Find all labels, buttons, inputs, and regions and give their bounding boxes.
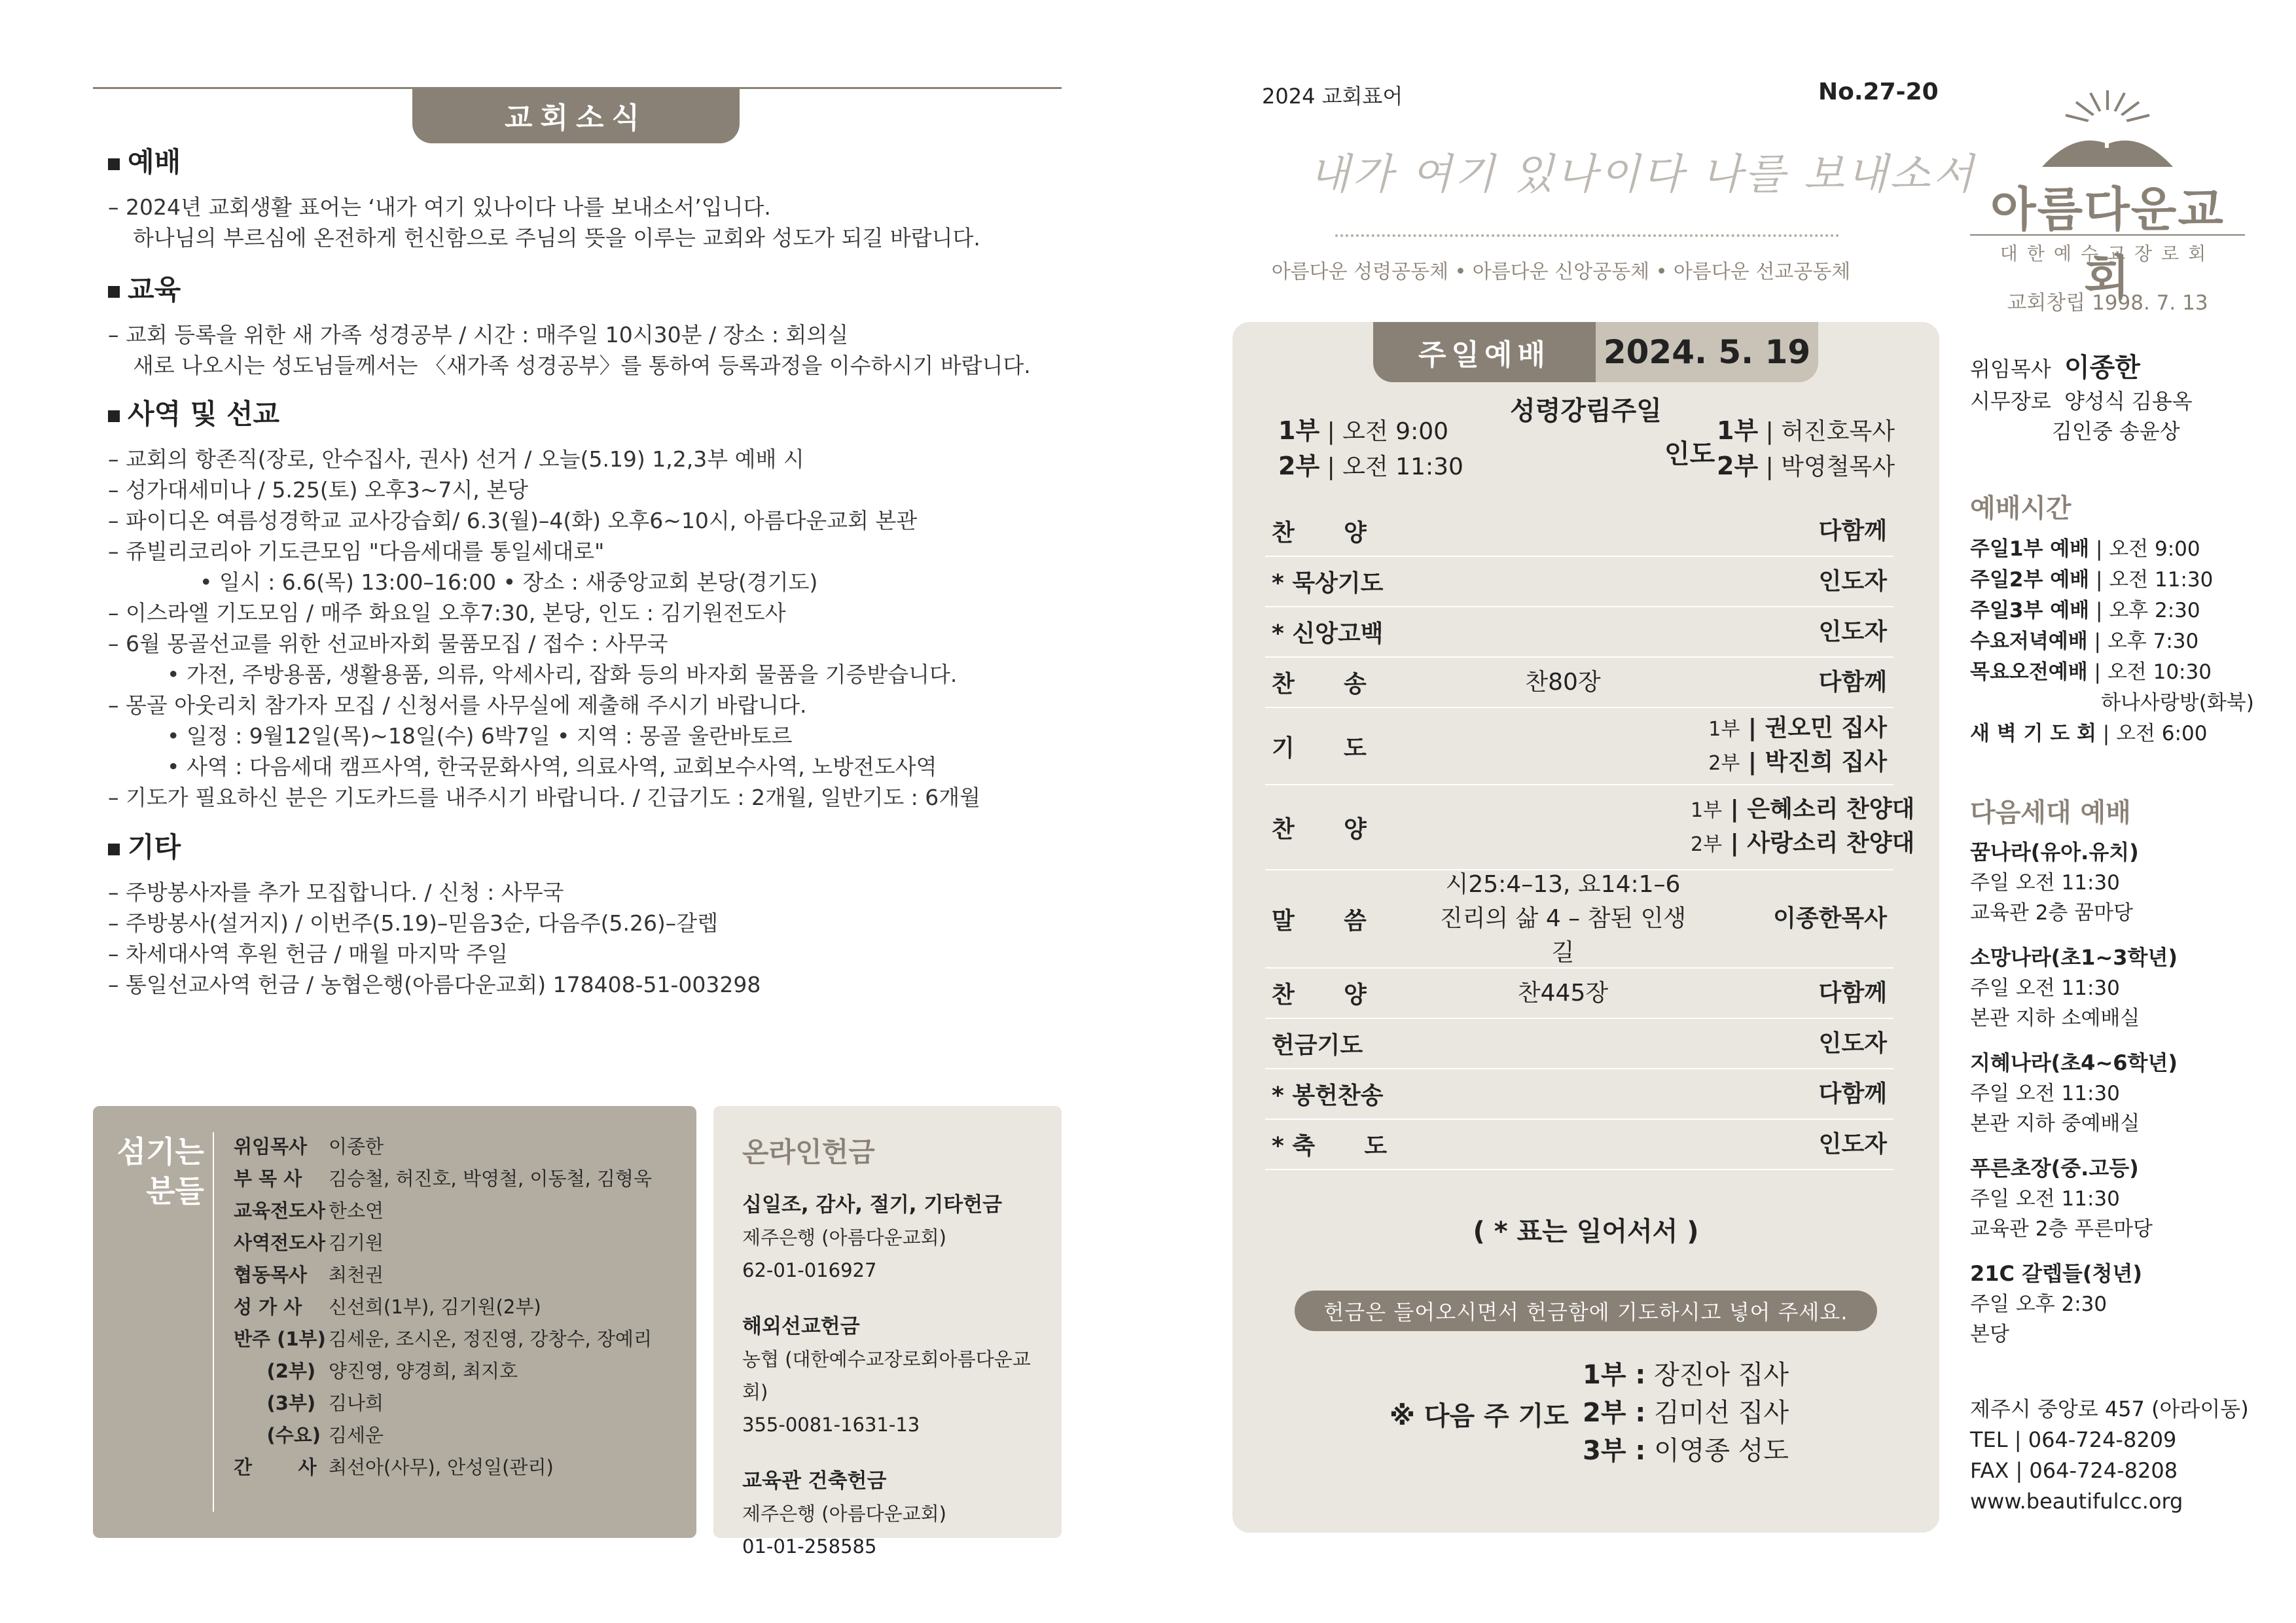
- order-row: 찬 양 찬445장 다함께: [1265, 969, 1893, 1019]
- communities-line: 아름다운 성령공동체 • 아름다운 신앙공동체 • 아름다운 선교공동체: [1271, 260, 1851, 283]
- bullet-square-icon: [108, 410, 120, 422]
- news-line: 새로 나오시는 성도님들께서는 〈새가족 성경공부〉를 통하여 등록과정을 이수하시기 바랍니다.: [133, 353, 1031, 378]
- next-gen-item: 소망나라(초1~3학년) 주일 오전 11:30 본관 지하 소예배실: [1970, 945, 2178, 1030]
- time-row: 주일3부 예배 | 오후 2:30: [1970, 599, 2200, 622]
- worship-date: 2024. 5. 19: [1596, 322, 1818, 382]
- news-line: • 사역 : 다음세대 캠프사역, 한국문화사역, 의료사역, 교회보수사역, 노방전도사역: [167, 754, 937, 779]
- bullet-square-icon: [108, 158, 120, 170]
- staff-row: 협동목사 최천권: [234, 1264, 384, 1286]
- senior-pastor: 위임목사 이종한: [1970, 353, 2140, 383]
- news-line: – 몽골 아웃리치 참가자 모집 / 신청서를 사무실에 제출해 주시기 바랍니다.: [108, 692, 807, 718]
- bullet-square-icon: [108, 844, 120, 855]
- time-row: 새 벽 기 도 회 | 오전 6:00: [1970, 722, 2208, 745]
- order-row: * 봉헌찬송 다함께: [1265, 1069, 1893, 1120]
- order-row: 헌금기도 인도자: [1265, 1019, 1893, 1069]
- time-row: 주일1부 예배 | 오전 9:00: [1970, 537, 2200, 561]
- next-gen-item: 푸른초장(중.고등) 주일 오전 11:30 교육관 2층 푸른마당: [1970, 1156, 2153, 1241]
- church-news-tab: 교회소식: [412, 87, 740, 143]
- section-title: 교육: [108, 268, 1083, 308]
- fax: FAX | 064-724-8208: [1970, 1458, 2178, 1483]
- section-ministry: [108, 393, 1083, 813]
- slogan: 내가 여기 있나이다 나를 보내소서: [1309, 151, 1976, 199]
- time-row: 목요오전예배 | 오전 10:30: [1970, 660, 2212, 684]
- online-offering-box: [713, 1106, 1062, 1558]
- section-worship: [108, 141, 1083, 253]
- order-row: * 묵상기도 인도자: [1265, 557, 1893, 607]
- offering-notice: 헌금은 들어오시면서 헌금함에 기도하시고 넣어 주세요.: [1295, 1291, 1877, 1331]
- staff-row: (수요) 김세운: [234, 1424, 384, 1446]
- next-gen-item: 지혜나라(초4~6학년) 주일 오전 11:30 본관 지하 중예배실: [1970, 1050, 2178, 1135]
- order-row: * 신앙고백 인도자: [1265, 607, 1893, 658]
- section-other: [108, 826, 1083, 1000]
- worship-times-title: 예배시간: [1970, 493, 2072, 524]
- news-line: – 기도가 필요하신 분은 기도카드를 내주시기 바랍니다. / 긴급기도 : 2개월, 일반기도 : 6개월: [108, 785, 981, 810]
- news-line: – 2024년 교회생활 표어는 ‘내가 여기 있나이다 나를 보내소서’입니다.: [108, 194, 771, 220]
- news-line: – 교회 등록을 위한 새 가족 성경공부 / 시간 : 매주일 10시30분 / 장소 : 회의실: [108, 322, 849, 348]
- staff-list: [234, 1131, 652, 1484]
- worship-title: 성령강림주일: [1510, 396, 1662, 426]
- website-link[interactable]: www.beautifulcc.org: [1970, 1489, 2183, 1514]
- staff-row: 반주 (1부) 김세운, 조시온, 정진영, 강창수, 장예리: [234, 1328, 652, 1350]
- serving-staff-box: [93, 1106, 696, 1538]
- order-row: 말 씀 시25:4–13, 요14:1–6 진리의 삶 4 – 참된 인생길 이종한목사: [1265, 870, 1893, 969]
- order-row: 찬 송 찬80장 다함께: [1265, 658, 1893, 708]
- staff-row: (3부) 김나희: [234, 1392, 384, 1414]
- motto-year: 2024 교회표어: [1262, 84, 1403, 109]
- section-title: 예배: [108, 141, 1083, 180]
- news-line: • 일정 : 9월12일(목)~18일(수) 6박7일 • 지역 : 몽골 울란바토르: [167, 723, 793, 749]
- time-row: 주일2부 예배 | 오전 11:30: [1970, 568, 2214, 592]
- order-row: 찬 양 다함께: [1265, 507, 1893, 557]
- news-line: – 이스라엘 기도모임 / 매주 화요일 오후7:30, 본당, 인도 : 김기원전도사: [108, 600, 786, 626]
- next-week-prayer-list: 1부 : 장진아 집사 2부 : 김미선 집사 3부 : 이영종 성도: [1583, 1360, 1789, 1466]
- section-title: 사역 및 선교: [108, 393, 1083, 432]
- sunday-worship-box: [1232, 322, 1939, 1533]
- news-line: – 성가대세미나 / 5.25(토) 오후3~7시, 본당: [108, 477, 528, 503]
- order-of-worship: [1265, 507, 1915, 1170]
- leader-label: 인도: [1664, 439, 1715, 469]
- section-title: 기타: [108, 826, 1083, 865]
- bulletin-number: No.27-20: [1818, 79, 1939, 105]
- news-line: – 차세대사역 후원 헌금 / 매월 마지막 주일: [108, 941, 509, 967]
- phone: TEL | 064-724-8209: [1970, 1427, 2177, 1452]
- staff-row: (2부) 양진영, 양경희, 최지호: [234, 1360, 518, 1382]
- news-line: – 통일선교사역 헌금 / 농협은행(아름다운교회) 178408-51-003298: [108, 972, 761, 997]
- bullet-square-icon: [108, 286, 120, 298]
- news-line: – 쥬빌리코리아 기도큰모임 "다음세대를 통일세대로": [108, 539, 605, 564]
- next-gen-item: 꿈나라(유아.유치) 주일 오전 11:30 교육관 2층 꿈마당: [1970, 840, 2139, 925]
- staff-row: 부 목 사 김승철, 허진호, 박영철, 이동철, 김형욱: [234, 1168, 652, 1190]
- staff-row: 간 사 최선아(사무), 안성일(관리): [234, 1456, 554, 1478]
- divider: [213, 1132, 214, 1512]
- dotted-divider: [1335, 234, 1839, 237]
- staff-row: 교육전도사 한소연: [234, 1200, 384, 1222]
- time-row-note: 하나사랑방(화북): [2101, 691, 2254, 715]
- next-gen-item: 21C 갈렙들(청년) 주일 오후 2:30 본당: [1970, 1261, 2142, 1346]
- news-line: – 주방봉사자를 추가 모집합니다. / 신청 : 사무국: [108, 880, 564, 905]
- founded-date: 교회창립 1998. 7. 13: [2007, 291, 2208, 315]
- section-education: [108, 268, 1083, 381]
- next-generation-worship: [1970, 792, 2284, 1349]
- offering-account: 해외선교헌금 농협 (대한예수교장로회아름다운교회) 355-0081-1631-13: [742, 1315, 1031, 1436]
- offering-account: 십일조, 감사, 절기, 기타헌금 제주은행 (아름다운교회) 62-01-016927: [742, 1193, 1003, 1281]
- church-logo-icon: [2036, 85, 2179, 170]
- staff-row: 사역전도사 김기원: [234, 1232, 384, 1254]
- denomination: 대한예수교장로회: [2000, 243, 2215, 264]
- news-line: • 일시 : 6.6(목) 13:00–16:00 • 장소 : 새중앙교회 본당(경기도): [200, 569, 818, 595]
- online-offering-title: 온라인헌금: [742, 1136, 875, 1168]
- news-line: – 파이디온 여름성경학교 교사강습회/ 6.3(월)–4(화) 오후6~10시, 아름다운교회 본관: [108, 508, 918, 533]
- news-line: 하나님의 부르심에 온전하게 헌신함으로 주님의 뜻을 이루는 교회와 성도가 되길 바랍니다.: [133, 225, 980, 251]
- sunday-worship-tab: 주일예배: [1373, 322, 1596, 382]
- contact-info: [1970, 1394, 2284, 1517]
- news-line: – 주방봉사(설거지) / 이번주(5.19)–믿음3순, 다음주(5.26)–갈렙: [108, 910, 719, 936]
- order-row: 찬 양 1부 | 은혜소리 찬양대 2부 | 사랑소리 찬양대: [1265, 785, 1893, 870]
- church-name: 아름다운교회: [1990, 182, 2225, 305]
- next-gen-title: 다음세대 예배: [1970, 798, 2131, 828]
- news-line: – 6월 몽골선교를 위한 선교바자회 물품모집 / 접수 : 사무국: [108, 631, 668, 656]
- order-row: * 축 도 인도자: [1265, 1120, 1893, 1170]
- news-line: • 가전, 주방용품, 생활용품, 의류, 악세사리, 잡화 등의 바자회 물품을 기증받습니다.: [167, 662, 958, 687]
- service-leaders: 1부 | 허진호목사 2부 | 박영철목사: [1717, 416, 1895, 480]
- stand-note: ( * 표는 일어서서 ): [1473, 1217, 1699, 1247]
- divider: [1970, 234, 2245, 236]
- address: 제주시 중앙로 457 (아라이동): [1970, 1397, 2249, 1421]
- staff-row: 위임목사 이종한: [234, 1135, 384, 1158]
- offering-account: 교육관 건축헌금 제주은행 (아름다운교회) 01-01-258585: [742, 1469, 946, 1558]
- time-row: 수요저녁예배 | 오후 7:30: [1970, 630, 2199, 653]
- worship-times: [1970, 488, 2284, 749]
- order-row: 기 도 1부 | 권오민 집사 2부 | 박진희 집사: [1265, 708, 1893, 785]
- staff-row: 성 가 사 신선희(1부), 김기원(2부): [234, 1296, 541, 1318]
- service-times: 1부 | 오전 9:00 2부 | 오전 11:30: [1278, 416, 1463, 480]
- elders: 시무장로 양성식 김용옥 김인중 송윤상: [1970, 389, 2193, 444]
- next-week-prayer-label: ※ 다음 주 기도: [1390, 1401, 1569, 1431]
- serving-staff-title: 섬기는 분들: [117, 1134, 204, 1209]
- news-line: – 교회의 항존직(장로, 안수집사, 권사) 선거 / 오늘(5.19) 1,2,3부 예배 시: [108, 446, 804, 472]
